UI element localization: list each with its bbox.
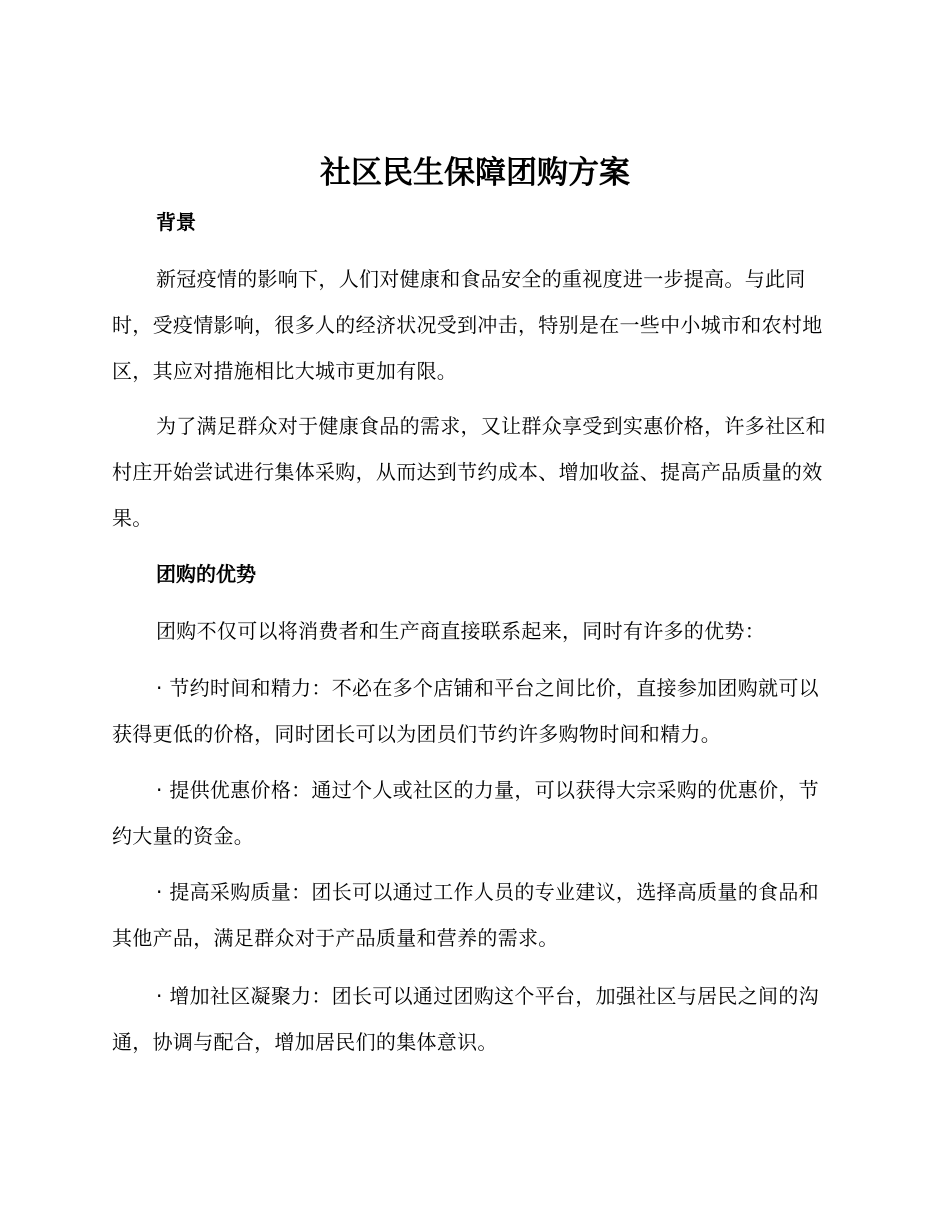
section-heading-background: 背景 [156, 210, 196, 234]
bullet-item: · 节约时间和精力：不必在多个店铺和平台之间比价，直接参加团购就可以获得更低的价格，同时团长可以为团员们节约许多购物时间和精力。 [112, 676, 819, 746]
bullet-item: · 提供优惠价格：通过个人或社区的力量，可以获得大宗采购的优惠价，节约大量的资金。 [112, 778, 819, 848]
document-title: 社区民生保障团购方案 [320, 155, 630, 191]
bullet-item: · 提高采购质量：团长可以通过工作人员的专业建议，选择高质量的食品和其他产品，满足群众对于产品质量和营养的需求。 [112, 880, 819, 950]
section-heading-advantages: 团购的优势 [156, 562, 256, 586]
paragraph: 新冠疫情的影响下，人们对健康和食品安全的重视度进一步提高。与此同时，受疫情影响，很多人的经济状况受到冲击，特别是在一些中小城市和农村地区，其应对措施相比大城市更加有限。 [112, 267, 823, 383]
paragraph-intro: 团购不仅可以将消费者和生产商直接联系起来，同时有许多的优势： [156, 619, 765, 643]
bullet-item: · 增加社区凝聚力：团长可以通过团购这个平台，加强社区与居民之间的沟通，协调与配合，增加居民们的集体意识。 [112, 984, 819, 1054]
paragraph: 为了满足群众对于健康食品的需求，又让群众享受到实惠价格，许多社区和村庄开始尝试进行集体采购，从而达到节约成本、增加收益、提高产品质量的效果。 [112, 414, 826, 530]
